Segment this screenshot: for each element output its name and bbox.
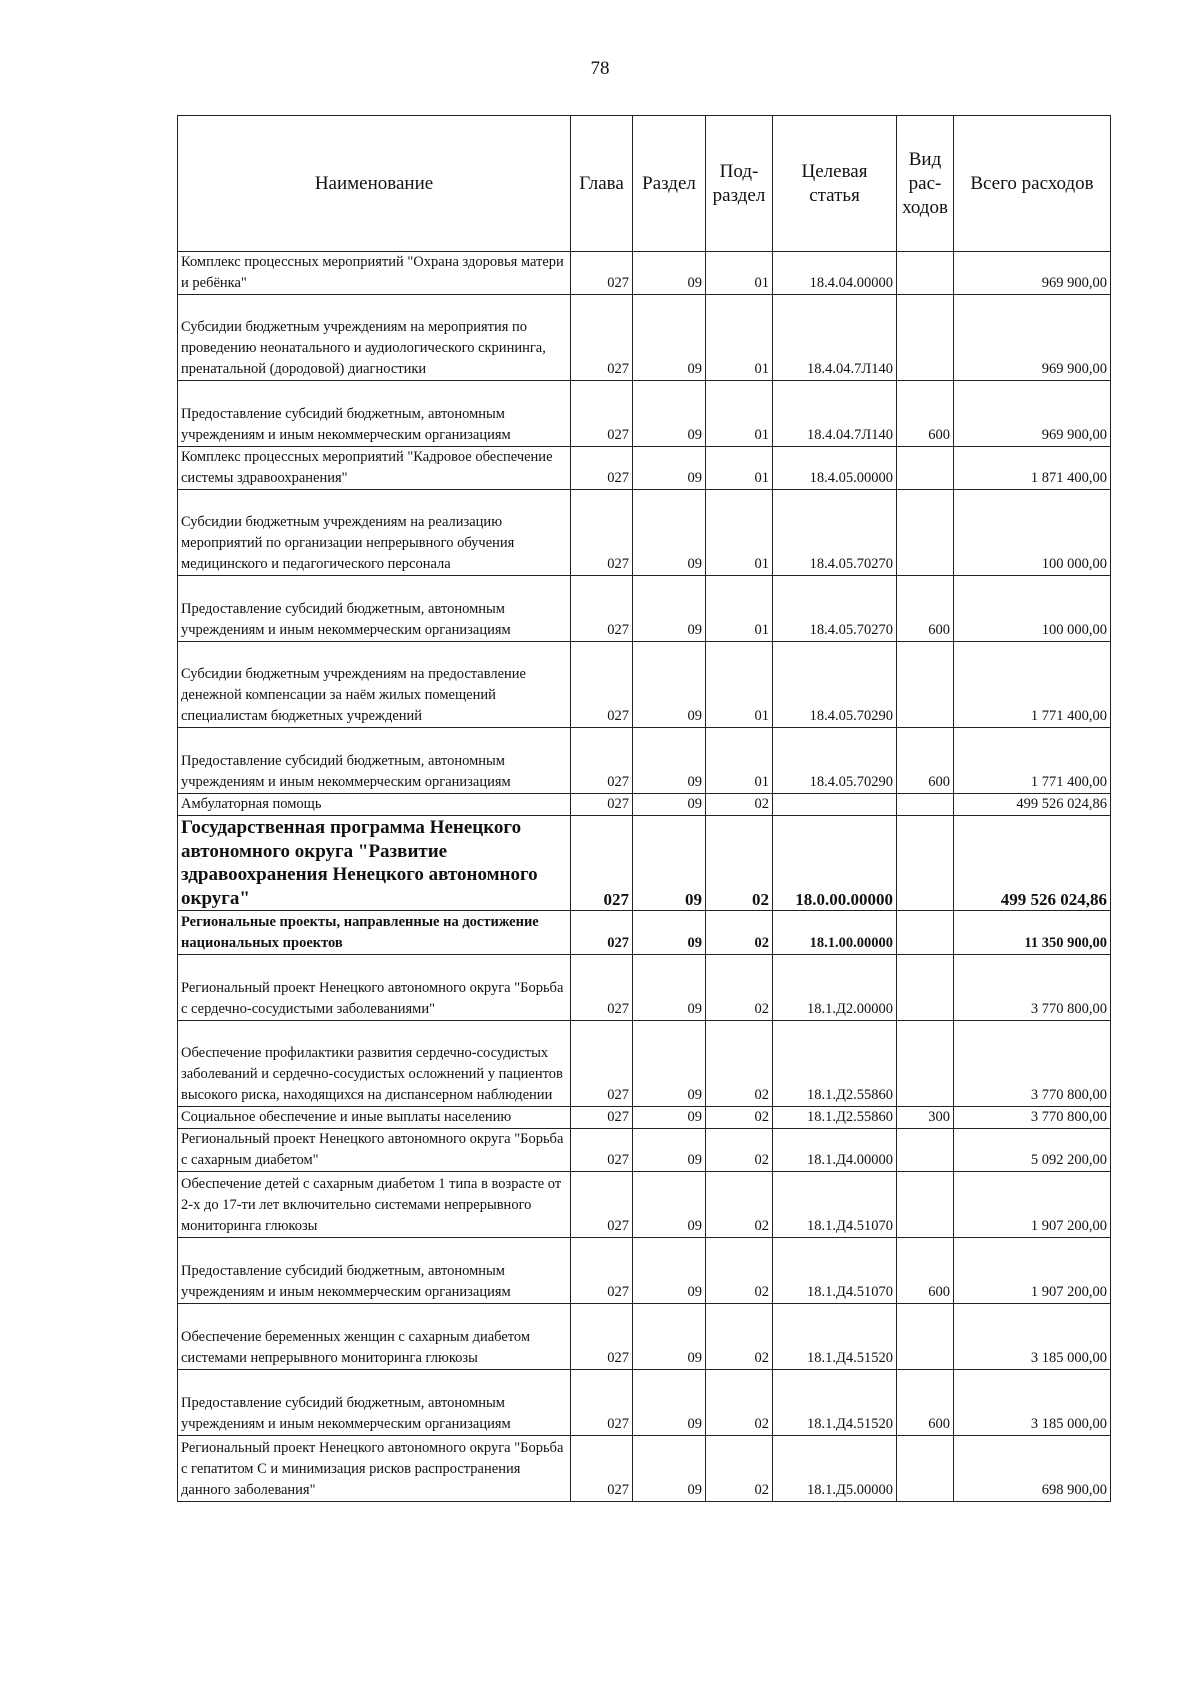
cell-podrazdel: 01	[706, 381, 773, 447]
table-row	[178, 252, 1111, 295]
cell-celevaya: 18.4.04.7Л140	[773, 295, 897, 381]
cell-podrazdel: 01	[706, 447, 773, 490]
cell-total: 11 350 900,00	[954, 911, 1111, 955]
cell-vid	[897, 642, 954, 728]
cell-podrazdel: 01	[706, 490, 773, 576]
cell-podrazdel: 02	[706, 1129, 773, 1172]
cell-glava: 027	[571, 1238, 633, 1304]
cell-name: Обеспечение профилактики развития сердечно-сосудистых заболеваний и сердечно-сосудистых осложнений у пациентов высокого риска, находящихся на диспансерном наблюдении	[178, 1021, 571, 1107]
cell-razdel: 09	[633, 1238, 706, 1304]
cell-glava: 027	[571, 252, 633, 295]
cell-vid	[897, 955, 954, 1021]
cell-name: Социальное обеспечение и иные выплаты населению	[178, 1107, 571, 1129]
cell-total: 3 185 000,00	[954, 1370, 1111, 1436]
table-row	[178, 490, 1111, 576]
header-glava: Глава	[571, 116, 633, 252]
cell-glava: 027	[571, 1172, 633, 1238]
cell-razdel: 09	[633, 1021, 706, 1107]
cell-razdel: 09	[633, 911, 706, 955]
cell-podrazdel: 02	[706, 1436, 773, 1502]
cell-vid	[897, 794, 954, 816]
cell-vid: 300	[897, 1107, 954, 1129]
cell-name: Комплекс процессных мероприятий "Охрана здоровья матери и ребёнка"	[178, 252, 571, 295]
cell-razdel: 09	[633, 642, 706, 728]
cell-razdel: 09	[633, 728, 706, 794]
cell-podrazdel: 02	[706, 1107, 773, 1129]
cell-total: 1 771 400,00	[954, 642, 1111, 728]
cell-name: Предоставление субсидий бюджетным, автономным учреждениям и иным некоммерческим организациям	[178, 1370, 571, 1436]
cell-name: Субсидии бюджетным учреждениям на реализацию мероприятий по организации непрерывного обучения медицинского и педагогического персонала	[178, 490, 571, 576]
cell-podrazdel: 02	[706, 955, 773, 1021]
table-row	[178, 1436, 1111, 1502]
cell-vid	[897, 490, 954, 576]
cell-celevaya: 18.4.05.70270	[773, 490, 897, 576]
cell-razdel: 09	[633, 1370, 706, 1436]
table-row	[178, 295, 1111, 381]
cell-vid	[897, 1304, 954, 1370]
table-row	[178, 1304, 1111, 1370]
header-razdel: Раздел	[633, 116, 706, 252]
cell-celevaya: 18.4.04.7Л140	[773, 381, 897, 447]
cell-razdel: 09	[633, 1304, 706, 1370]
table-row	[178, 1370, 1111, 1436]
cell-razdel: 09	[633, 955, 706, 1021]
cell-name: Предоставление субсидий бюджетным, автономным учреждениям и иным некоммерческим организациям	[178, 576, 571, 642]
cell-razdel: 09	[633, 794, 706, 816]
table-row	[178, 381, 1111, 447]
cell-celevaya: 18.4.05.70290	[773, 642, 897, 728]
cell-vid	[897, 295, 954, 381]
cell-razdel: 09	[633, 1172, 706, 1238]
cell-total: 5 092 200,00	[954, 1129, 1111, 1172]
header-name: Наименование	[178, 116, 571, 252]
cell-name: Региональный проект Ненецкого автономного округа "Борьба с сердечно-сосудистыми заболеваниями"	[178, 955, 571, 1021]
cell-razdel: 09	[633, 816, 706, 911]
cell-name: Комплекс процессных мероприятий "Кадровое обеспечение системы здравоохранения"	[178, 447, 571, 490]
cell-podrazdel: 02	[706, 911, 773, 955]
cell-glava: 027	[571, 1436, 633, 1502]
cell-total: 969 900,00	[954, 252, 1111, 295]
cell-glava: 027	[571, 794, 633, 816]
cell-name: Региональный проект Ненецкого автономного округа "Борьба с гепатитом С и минимизация рисков распространения данного заболевания"	[178, 1436, 571, 1502]
cell-glava: 027	[571, 381, 633, 447]
cell-celevaya: 18.1.Д4.51070	[773, 1172, 897, 1238]
table-row	[178, 1238, 1111, 1304]
cell-vid	[897, 911, 954, 955]
cell-name: Региональный проект Ненецкого автономного округа "Борьба с сахарным диабетом"	[178, 1129, 571, 1172]
cell-razdel: 09	[633, 381, 706, 447]
cell-celevaya: 18.1.Д4.51070	[773, 1238, 897, 1304]
cell-podrazdel: 02	[706, 816, 773, 911]
header-total: Всего расходов	[954, 116, 1111, 252]
cell-celevaya: 18.0.00.00000	[773, 816, 897, 911]
cell-glava: 027	[571, 642, 633, 728]
cell-total: 1 907 200,00	[954, 1172, 1111, 1238]
cell-glava: 027	[571, 955, 633, 1021]
cell-razdel: 09	[633, 252, 706, 295]
cell-vid: 600	[897, 728, 954, 794]
cell-total: 1 907 200,00	[954, 1238, 1111, 1304]
cell-name: Субсидии бюджетным учреждениям на предоставление денежной компенсации за наём жилых помещений специалистам бюджетных учреждений	[178, 642, 571, 728]
cell-razdel: 09	[633, 576, 706, 642]
cell-total: 100 000,00	[954, 576, 1111, 642]
cell-total: 499 526 024,86	[954, 816, 1111, 911]
table-body	[178, 252, 1111, 1502]
cell-vid	[897, 447, 954, 490]
table-header-row	[178, 116, 1111, 252]
table-row	[178, 642, 1111, 728]
cell-razdel: 09	[633, 1129, 706, 1172]
cell-razdel: 09	[633, 490, 706, 576]
page-number: 78	[590, 58, 610, 79]
cell-celevaya: 18.4.05.00000	[773, 447, 897, 490]
cell-glava: 027	[571, 490, 633, 576]
cell-total: 3 770 800,00	[954, 1021, 1111, 1107]
cell-razdel: 09	[633, 1107, 706, 1129]
cell-total: 1 771 400,00	[954, 728, 1111, 794]
cell-podrazdel: 02	[706, 1370, 773, 1436]
cell-celevaya: 18.1.Д2.55860	[773, 1021, 897, 1107]
cell-glava: 027	[571, 447, 633, 490]
cell-name: Предоставление субсидий бюджетным, автономным учреждениям и иным некоммерческим организациям	[178, 728, 571, 794]
table-row	[178, 728, 1111, 794]
table-row	[178, 447, 1111, 490]
table-row	[178, 1172, 1111, 1238]
table-row	[178, 1021, 1111, 1107]
cell-total: 969 900,00	[954, 295, 1111, 381]
cell-total: 969 900,00	[954, 381, 1111, 447]
cell-glava: 027	[571, 1129, 633, 1172]
budget-table	[177, 115, 1111, 1502]
cell-vid	[897, 1021, 954, 1107]
cell-total: 3 770 800,00	[954, 955, 1111, 1021]
cell-podrazdel: 02	[706, 1172, 773, 1238]
cell-razdel: 09	[633, 447, 706, 490]
table-row	[178, 816, 1111, 911]
cell-glava: 027	[571, 576, 633, 642]
cell-celevaya: 18.1.Д5.00000	[773, 1436, 897, 1502]
cell-glava: 027	[571, 728, 633, 794]
cell-name: Обеспечение детей с сахарным диабетом 1 типа в возрасте от 2-х до 17-ти лет включительно системами непрерывного мониторинга глюкозы	[178, 1172, 571, 1238]
cell-vid	[897, 816, 954, 911]
cell-total: 3 185 000,00	[954, 1304, 1111, 1370]
cell-razdel: 09	[633, 1436, 706, 1502]
cell-total: 3 770 800,00	[954, 1107, 1111, 1129]
cell-podrazdel: 02	[706, 794, 773, 816]
cell-vid	[897, 1172, 954, 1238]
cell-podrazdel: 02	[706, 1021, 773, 1107]
cell-name: Государственная программа Ненецкого автономного округа "Развитие здравоохранения Ненецкого автономного округа"	[178, 816, 571, 911]
cell-celevaya: 18.1.00.00000	[773, 911, 897, 955]
cell-razdel: 09	[633, 295, 706, 381]
table-row	[178, 1107, 1111, 1129]
cell-vid	[897, 1436, 954, 1502]
cell-podrazdel: 01	[706, 728, 773, 794]
cell-name: Предоставление субсидий бюджетным, автономным учреждениям и иным некоммерческим организациям	[178, 1238, 571, 1304]
cell-total: 1 871 400,00	[954, 447, 1111, 490]
cell-name: Региональные проекты, направленные на достижение национальных проектов	[178, 911, 571, 955]
cell-glava: 027	[571, 1021, 633, 1107]
cell-celevaya: 18.4.04.00000	[773, 252, 897, 295]
cell-vid: 600	[897, 576, 954, 642]
table-row	[178, 794, 1111, 816]
cell-glava: 027	[571, 816, 633, 911]
cell-podrazdel: 01	[706, 576, 773, 642]
cell-name: Обеспечение беременных женщин с сахарным диабетом системами непрерывного мониторинга глюкозы	[178, 1304, 571, 1370]
cell-vid	[897, 1129, 954, 1172]
cell-name: Субсидии бюджетным учреждениям на мероприятия по проведению неонатального и аудиологического скрининга, пренатальной (дородовой) диагностики	[178, 295, 571, 381]
cell-celevaya: 18.1.Д4.51520	[773, 1304, 897, 1370]
cell-celevaya: 18.4.05.70290	[773, 728, 897, 794]
cell-podrazdel: 01	[706, 642, 773, 728]
table-row	[178, 911, 1111, 955]
cell-podrazdel: 01	[706, 252, 773, 295]
cell-glava: 027	[571, 1107, 633, 1129]
cell-podrazdel: 02	[706, 1238, 773, 1304]
cell-glava: 027	[571, 1370, 633, 1436]
cell-vid: 600	[897, 1238, 954, 1304]
cell-name: Предоставление субсидий бюджетным, автономным учреждениям и иным некоммерческим организациям	[178, 381, 571, 447]
cell-total: 100 000,00	[954, 490, 1111, 576]
cell-celevaya: 18.1.Д4.51520	[773, 1370, 897, 1436]
cell-celevaya: 18.1.Д4.00000	[773, 1129, 897, 1172]
cell-vid: 600	[897, 1370, 954, 1436]
cell-glava: 027	[571, 1304, 633, 1370]
header-vid: Вид рас-ходов	[897, 116, 954, 252]
table-row	[178, 576, 1111, 642]
cell-vid: 600	[897, 381, 954, 447]
header-celevaya: Целевая статья	[773, 116, 897, 252]
cell-celevaya: 18.1.Д2.55860	[773, 1107, 897, 1129]
cell-name: Амбулаторная помощь	[178, 794, 571, 816]
cell-celevaya	[773, 794, 897, 816]
table-row	[178, 955, 1111, 1021]
cell-podrazdel: 01	[706, 295, 773, 381]
cell-total: 698 900,00	[954, 1436, 1111, 1502]
cell-glava: 027	[571, 295, 633, 381]
cell-total: 499 526 024,86	[954, 794, 1111, 816]
cell-celevaya: 18.1.Д2.00000	[773, 955, 897, 1021]
cell-celevaya: 18.4.05.70270	[773, 576, 897, 642]
cell-glava: 027	[571, 911, 633, 955]
header-podrazdel: Под-раздел	[706, 116, 773, 252]
cell-podrazdel: 02	[706, 1304, 773, 1370]
cell-vid	[897, 252, 954, 295]
table-row	[178, 1129, 1111, 1172]
